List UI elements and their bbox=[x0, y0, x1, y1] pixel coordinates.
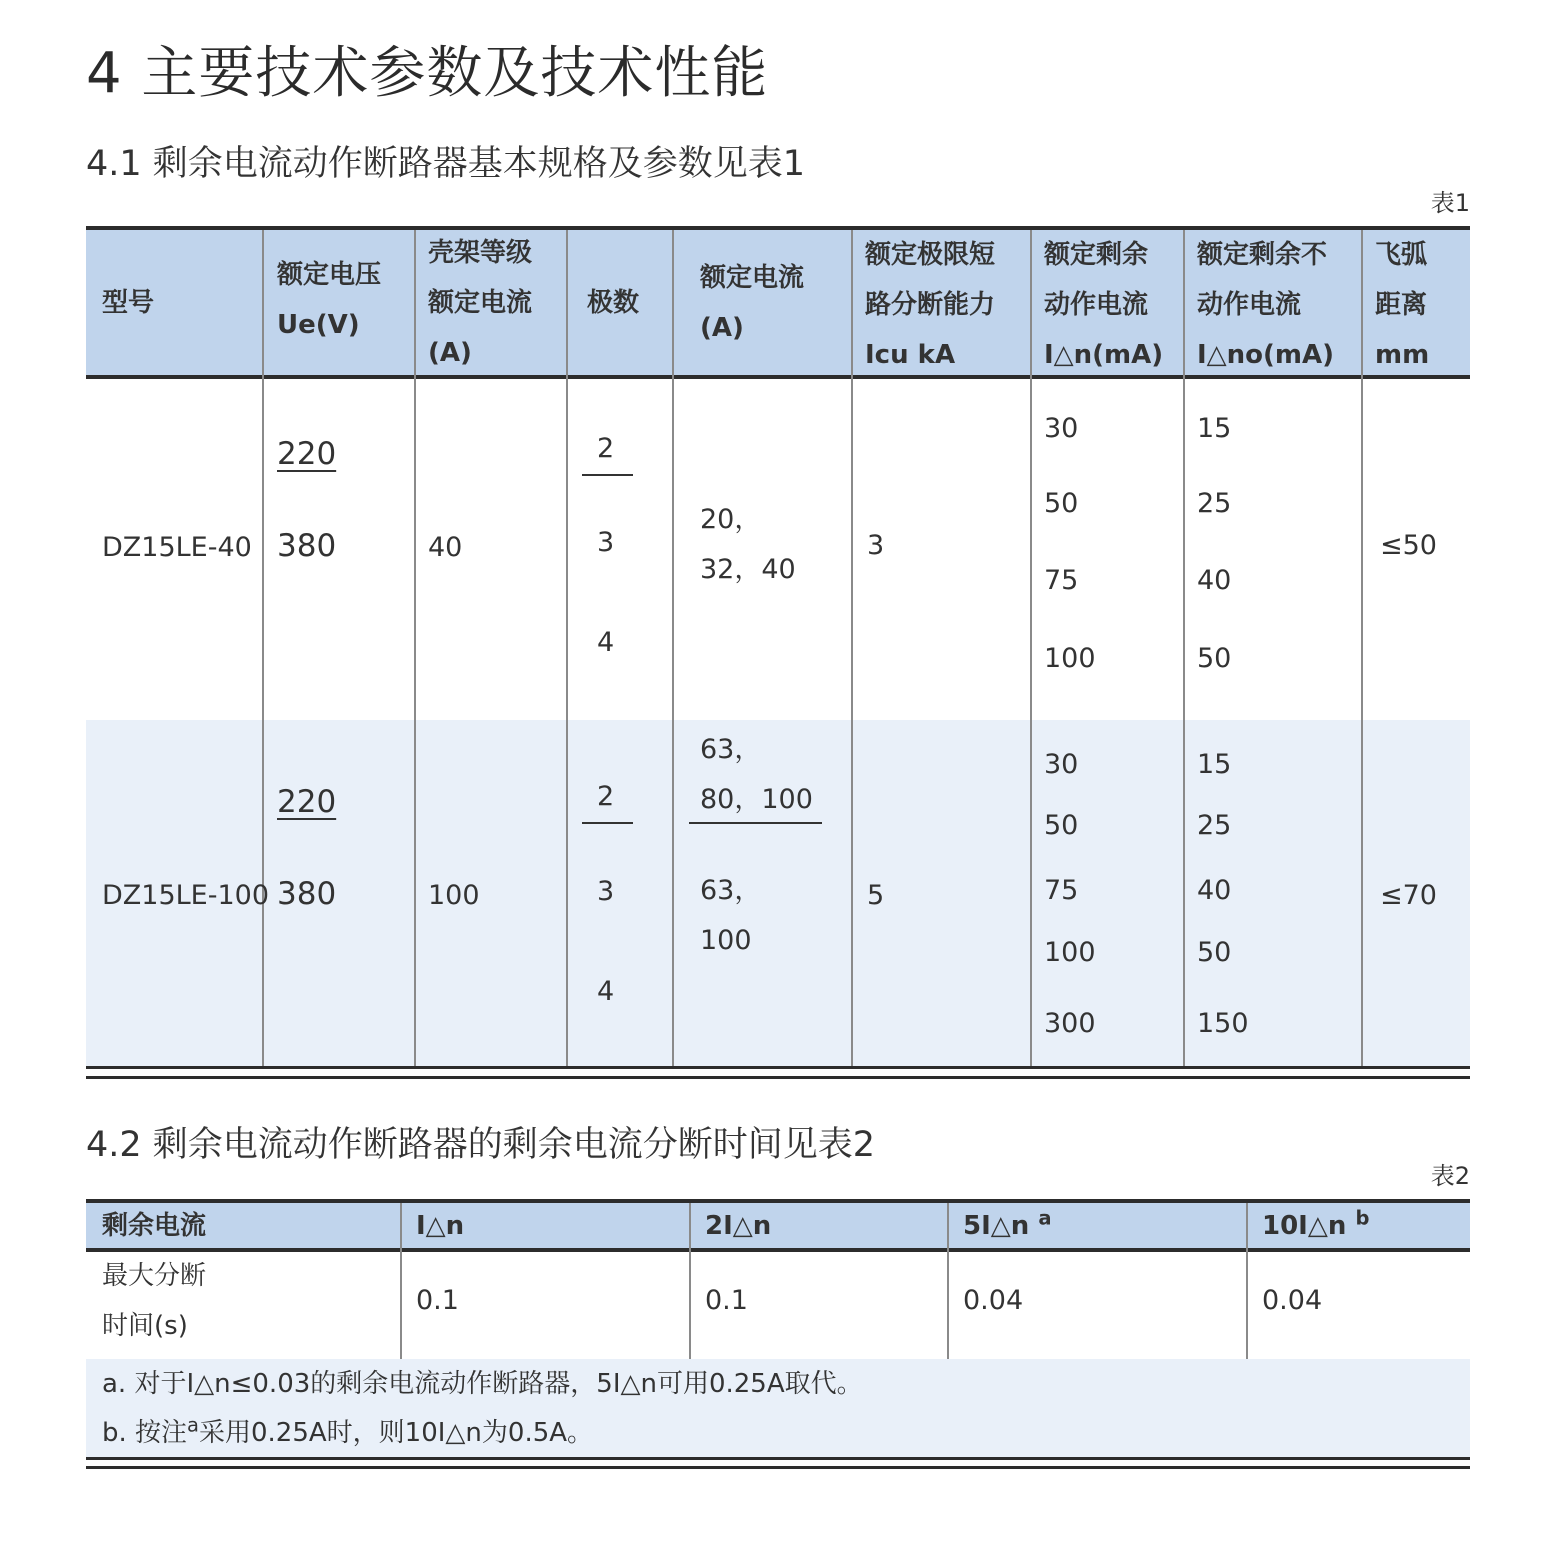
note-a: a. 对于I△n≤0.03的剩余电流动作断路器，5I△n可用0.25A取代。 bbox=[102, 1369, 863, 1399]
t2-value-5idn: 0.04 bbox=[963, 1285, 1024, 1316]
t2-header-idn: I△n bbox=[416, 1211, 465, 1241]
row2-pole-bottom: 4 bbox=[597, 976, 615, 1007]
row2-idn-4: 100 bbox=[1044, 937, 1096, 968]
table-1-bottom-rule bbox=[86, 1066, 1470, 1069]
row1-idn-1: 30 bbox=[1044, 413, 1079, 444]
row2-current-bottom-line1: 63， bbox=[700, 875, 762, 906]
header-arc-line2: 距离 bbox=[1375, 290, 1428, 320]
row2-current-divider bbox=[689, 822, 822, 824]
col-divider bbox=[566, 230, 568, 1066]
t2-header-residual: 剩余电流 bbox=[102, 1211, 207, 1241]
row2-pole-top: 2 bbox=[597, 781, 615, 812]
col-divider bbox=[689, 1203, 691, 1359]
header-current-line1: 额定电流 bbox=[700, 263, 805, 293]
row1-arc: ≤50 bbox=[1380, 530, 1437, 561]
header-idn-line3: I△n(mA) bbox=[1044, 340, 1164, 370]
header-idno-line3: I△no(mA) bbox=[1197, 340, 1335, 370]
t2-header-2idn: 2I△n bbox=[705, 1211, 772, 1241]
header-voltage-line1: 额定电压 bbox=[277, 260, 382, 290]
table-2-label: 表2 bbox=[1430, 1162, 1470, 1190]
row2-idno-2: 25 bbox=[1197, 810, 1232, 841]
header-voltage-line2: Ue(V) bbox=[277, 310, 360, 340]
row1-pole-divider bbox=[582, 474, 633, 476]
col-divider bbox=[414, 230, 416, 1066]
col-divider bbox=[262, 230, 264, 1066]
row2-current-top-line2: 80，100 bbox=[700, 784, 813, 815]
t2-header-5idn: 5I△n $^a$ bbox=[963, 1206, 1052, 1241]
row1-model: DZ15LE-40 bbox=[102, 532, 252, 563]
row1-pole-bottom: 4 bbox=[597, 627, 615, 658]
header-arc-line3: mm bbox=[1375, 340, 1430, 370]
row2-idno-3: 40 bbox=[1197, 875, 1232, 906]
table-1-label: 表1 bbox=[1430, 189, 1470, 217]
row1-frame: 40 bbox=[428, 532, 463, 563]
break-time-table bbox=[86, 1199, 1470, 1471]
row1-idno-3: 40 bbox=[1197, 565, 1232, 596]
header-model: 型号 bbox=[102, 288, 155, 318]
header-frame-line2: 额定电流 bbox=[428, 288, 533, 318]
col-divider bbox=[672, 230, 674, 1066]
col-divider bbox=[947, 1203, 949, 1359]
row1-voltage-top: 220 bbox=[277, 436, 337, 472]
table-2-bottom-rule bbox=[86, 1457, 1470, 1460]
t2-row-label-line1: 最大分断 bbox=[102, 1261, 207, 1291]
t2-value-idn: 0.1 bbox=[416, 1285, 459, 1316]
row2-idno-4: 50 bbox=[1197, 937, 1232, 968]
row1-pole-mid: 3 bbox=[597, 527, 615, 558]
table-2-bottom-rule-2 bbox=[86, 1466, 1470, 1469]
row2-pole-divider bbox=[582, 822, 633, 824]
header-arc-line1: 飞弧 bbox=[1375, 240, 1428, 270]
row1-idn-4: 100 bbox=[1044, 643, 1096, 674]
header-idno-line2: 动作电流 bbox=[1197, 290, 1302, 320]
page-title: 4 主要技术参数及技术性能 bbox=[86, 41, 769, 106]
header-poles: 极数 bbox=[587, 288, 640, 318]
row2-frame: 100 bbox=[428, 880, 480, 911]
col-divider bbox=[1361, 230, 1363, 1066]
header-frame-line1: 壳架等级 bbox=[428, 238, 533, 268]
row2-idn-3: 75 bbox=[1044, 875, 1079, 906]
t2-header-10idn: 10I△n $^b$ bbox=[1262, 1206, 1370, 1241]
row1-current-line2: 32，40 bbox=[700, 554, 796, 585]
row1-idn-2: 50 bbox=[1044, 488, 1079, 519]
header-icu-line3: Icu kA bbox=[865, 340, 956, 370]
col-divider bbox=[400, 1203, 402, 1359]
header-frame-line3: (A) bbox=[428, 338, 472, 368]
row1-pole-top: 2 bbox=[597, 433, 615, 464]
t2-row-label-line2: 时间(s) bbox=[102, 1311, 188, 1341]
t2-value-2idn: 0.1 bbox=[705, 1285, 748, 1316]
row2-idn-5: 300 bbox=[1044, 1008, 1096, 1039]
row1-voltage-bottom: 380 bbox=[277, 528, 337, 564]
col-divider bbox=[851, 230, 853, 1066]
row1-idno-2: 25 bbox=[1197, 488, 1232, 519]
row2-voltage-top: 220 bbox=[277, 784, 337, 820]
row2-idn-1: 30 bbox=[1044, 749, 1079, 780]
header-icu-line1: 额定极限短 bbox=[865, 240, 996, 270]
header-idn-line1: 额定剩余 bbox=[1044, 240, 1149, 270]
row2-current-top-line1: 63， bbox=[700, 734, 762, 765]
row2-idn-2: 50 bbox=[1044, 810, 1079, 841]
row1-idn-3: 75 bbox=[1044, 565, 1079, 596]
row2-icu: 5 bbox=[867, 880, 885, 911]
row2-arc: ≤70 bbox=[1380, 880, 1437, 911]
col-divider bbox=[1246, 1203, 1248, 1359]
header-current-line2: (A) bbox=[700, 313, 744, 343]
row1-current-line1: 20， bbox=[700, 504, 762, 535]
row2-model: DZ15LE-100 bbox=[102, 880, 270, 911]
section-4-1-title: 4.1 剩余电流动作断路器基本规格及参数见表1 bbox=[86, 144, 806, 184]
row2-voltage-bottom: 380 bbox=[277, 876, 337, 912]
row1-icu: 3 bbox=[867, 530, 885, 561]
row2-idno-1: 15 bbox=[1197, 749, 1232, 780]
col-divider bbox=[1030, 230, 1032, 1066]
header-idno-line1: 额定剩余不 bbox=[1197, 240, 1328, 270]
t2-value-10idn: 0.04 bbox=[1262, 1285, 1323, 1316]
note-b: b. 按注$^a$采用0.25A时，则10I△n为0.5A。 bbox=[102, 1413, 594, 1448]
row2-idno-5: 150 bbox=[1197, 1008, 1249, 1039]
row2-pole-mid: 3 bbox=[597, 876, 615, 907]
table-1-bottom-rule-2 bbox=[86, 1076, 1470, 1079]
spec-table bbox=[86, 226, 1470, 1084]
row1-idno-1: 15 bbox=[1197, 413, 1232, 444]
section-4-2-title: 4.2 剩余电流动作断路器的剩余电流分断时间见表2 bbox=[86, 1125, 876, 1165]
row2-current-bottom-line2: 100 bbox=[700, 925, 752, 956]
row1-idno-4: 50 bbox=[1197, 643, 1232, 674]
header-idn-line2: 动作电流 bbox=[1044, 290, 1149, 320]
col-divider bbox=[1183, 230, 1185, 1066]
header-icu-line2: 路分断能力 bbox=[865, 290, 996, 320]
